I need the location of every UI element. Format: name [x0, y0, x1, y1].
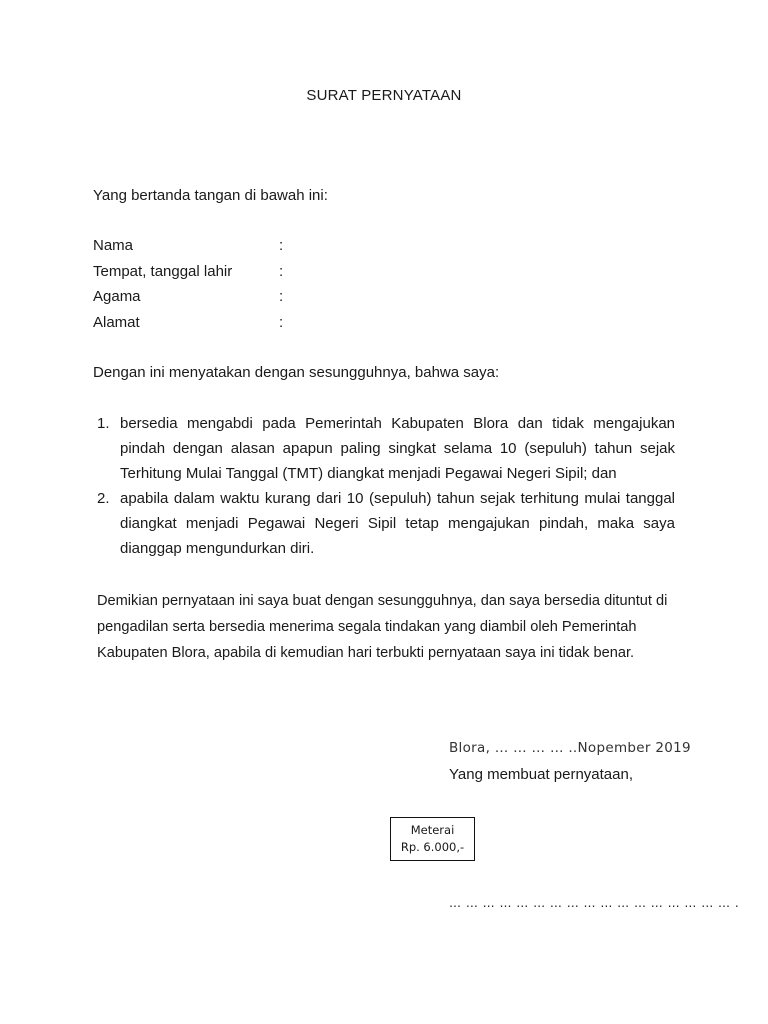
- maker-label: Yang membuat pernyataan,: [449, 766, 634, 783]
- field-colon-tempat-tanggal-lahir: :: [279, 262, 284, 280]
- statement-item: [93, 411, 675, 486]
- declaration-text: Dengan ini menyatakan dengan sesungguhnya, bahwa saya:: [93, 364, 500, 381]
- statement-number: 1.: [97, 415, 110, 432]
- statement-text: apabila dalam waktu kurang dari 10 (sepuluh) tahun sejak terhitung mulai tanggal diangkat menjadi Pegawai Negeri Sipil tetap mengajukan pindah, maka saya dianggap mengundurkan diri.: [120, 490, 675, 557]
- field-label-nama: Nama: [93, 237, 134, 254]
- stamp-value: Rp. 6.000,-: [400, 840, 465, 854]
- field-row-alamat: [93, 313, 393, 339]
- meterai-stamp-box: [390, 817, 475, 861]
- signature-line: … … … … … … … … … … … … … … … … … .: [449, 896, 740, 910]
- field-colon-nama: :: [279, 237, 284, 254]
- statement-text: bersedia mengabdi pada Pemerintah Kabupaten Blora dan tidak mengajukan pindah dengan alasan apapun paling singkat selama 10 (sepuluh) tahun sejak Terhitung Mulai Tanggal (TMT) diangkat menjadi Pegawai Negeri Sipil; dan: [120, 415, 675, 482]
- document-title: SURAT PERNYATAAN: [306, 87, 462, 104]
- closing-paragraph: Demikian pernyataan ini saya buat dengan sesungguhnya, dan saya bersedia dituntut di pengadilan serta bersedia menerima segala tindakan yang diambil oleh Pemerintah Kabupaten Blora, apabila di kemudian hari terbukti pernyataan saya ini tidak benar.: [97, 593, 668, 661]
- field-colon-alamat: :: [279, 313, 284, 331]
- field-colon-agama: :: [279, 288, 284, 305]
- field-label-alamat: Alamat: [93, 313, 140, 331]
- stamp-label: Meterai: [410, 823, 455, 837]
- place-date: Blora, … … … … ..Nopember 2019: [449, 740, 691, 756]
- field-label-tempat-tanggal-lahir: Tempat, tanggal lahir: [93, 262, 233, 280]
- statement-list: [93, 411, 675, 561]
- field-row-nama: [93, 236, 393, 262]
- statement-item: [93, 486, 675, 561]
- field-label-agama: Agama: [93, 288, 141, 305]
- field-row-tempat-tanggal-lahir: [93, 262, 393, 288]
- statement-number: 2.: [97, 490, 110, 507]
- field-row-agama: [93, 287, 393, 313]
- intro-text: Yang bertanda tangan di bawah ini:: [93, 187, 328, 204]
- identity-fields: [93, 236, 393, 338]
